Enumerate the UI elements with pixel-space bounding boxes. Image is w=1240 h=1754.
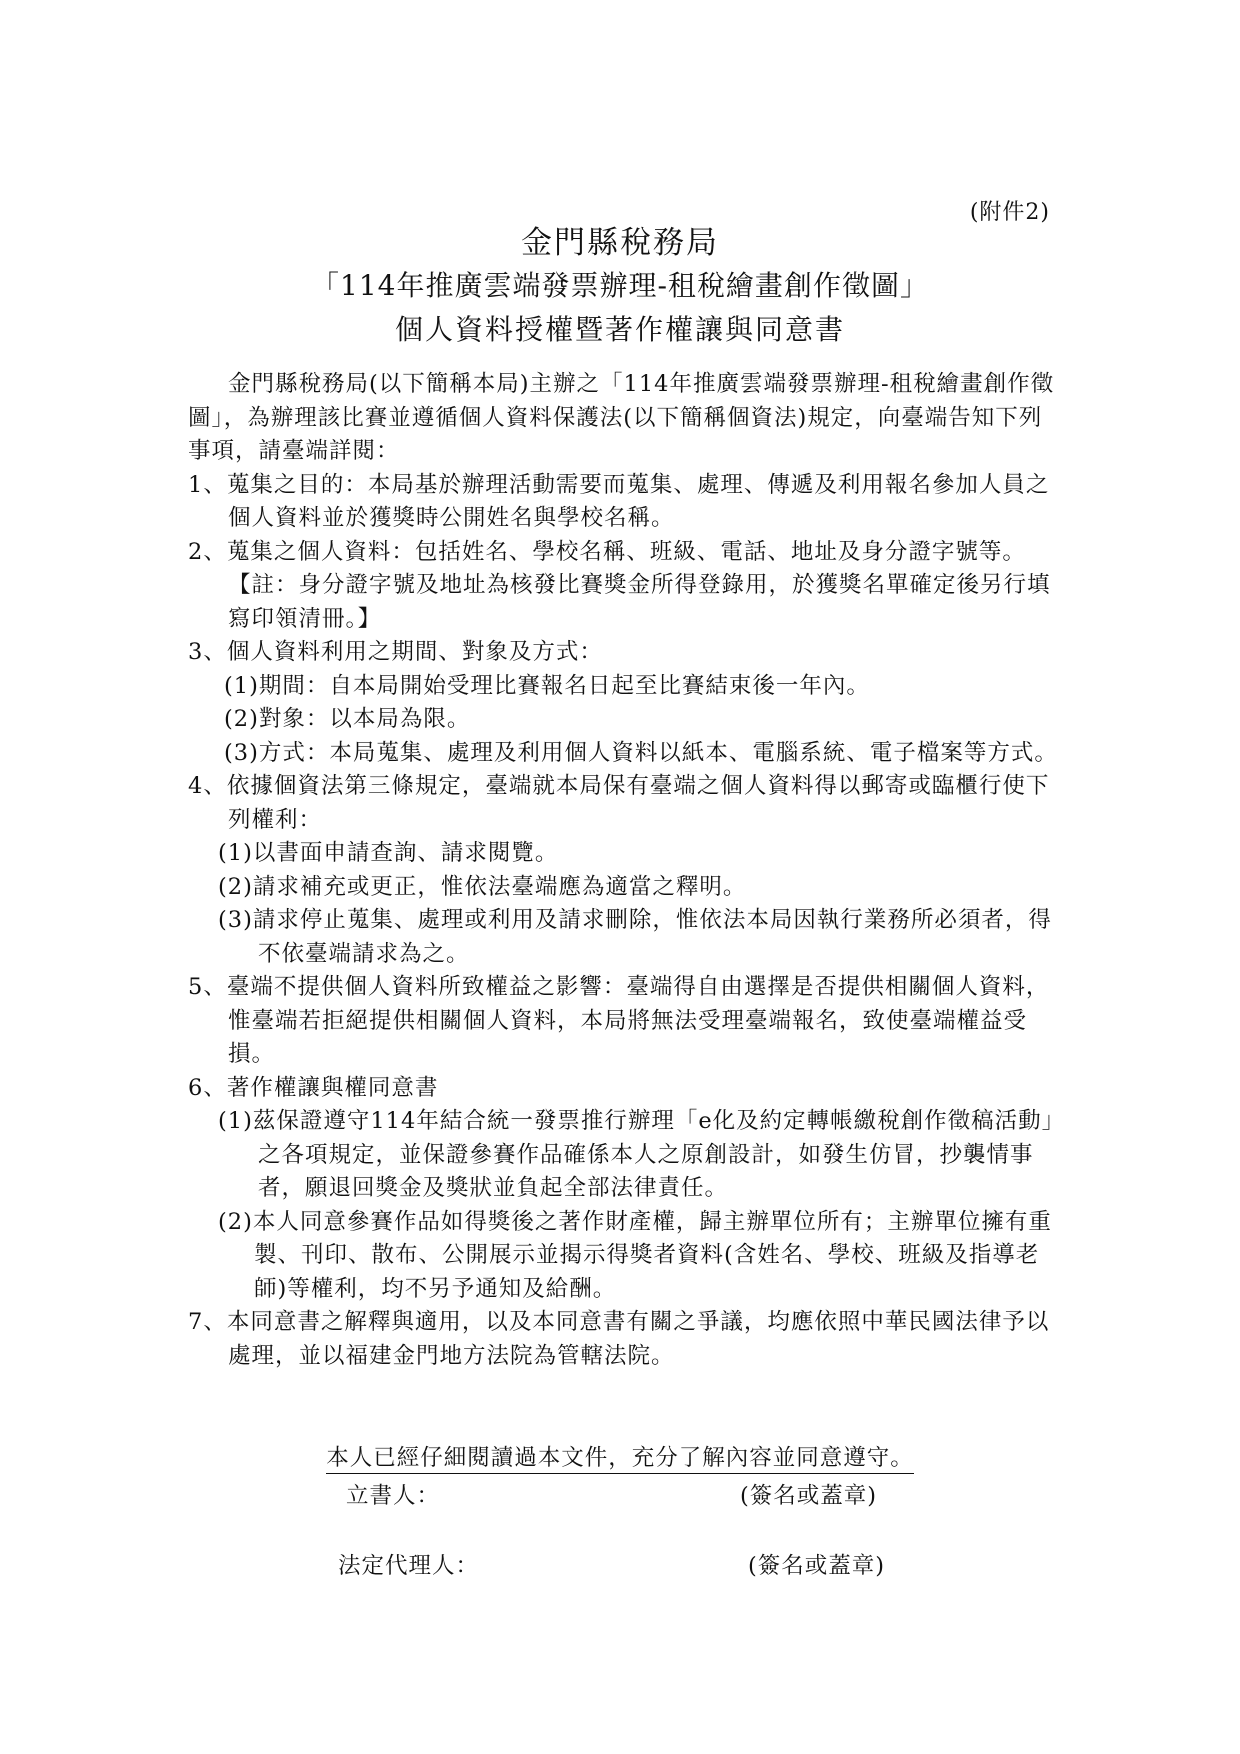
title-document: 個人資料授權暨著作權讓與同意書	[394, 313, 845, 346]
guardian-label: 法定代理人：	[338, 1553, 480, 1579]
item-3-sub-3: (3)方式：本局蒐集、處理及利用個人資料以紙本、電腦系統、電子檔案等方式。	[224, 739, 1058, 766]
agreement-text: 本人已經仔細閱讀過本文件，充分了解內容並同意遵守。	[326, 1445, 914, 1474]
title-org: 金門縣稅務局	[521, 225, 719, 261]
item-3-sub-1: (1)期間：自本局開始受理比賽報名日起至比賽結束後一年內。	[224, 672, 870, 699]
document-body	[188, 368, 1058, 1373]
signer-signature-note: (簽名或蓋章)	[740, 1483, 878, 1509]
item-4: 4、依據個資法第三條規定，臺端就本局保有臺端之個人資料得以郵寄或臨櫃行使下列權利：	[188, 773, 1050, 833]
item-6-sub-2: (2)本人同意參賽作品如得獎後之著作財產權，歸主辦單位所有；主辦單位擁有重製、刊印、散布、公開展示並揭示得獎者資料(含姓名、學校、班級及指導老師)等權利，均不另予通知及給酬。	[218, 1208, 1052, 1302]
signer-label: 立書人：	[346, 1483, 441, 1509]
item-4-sub-3: (3)請求停止蒐集、處理或利用及請求刪除，惟依法本局因執行業務所必須者，得不依臺端請求為之。	[218, 907, 1052, 967]
item-2: 2、蒐集之個人資料：包括姓名、學校名稱、班級、電話、地址及身分證字號等。【註：身分證字號及地址為核發比賽獎金所得登錄用，於獲獎名單確定後另行填寫印領清冊。】	[188, 538, 1051, 632]
item-1: 1、蒐集之目的：本局基於辦理活動需要而蒐集、處理、傳遞及利用報名參加人員之個人資料並於獲獎時公開姓名與學校名稱。	[188, 471, 1050, 531]
item-6-sub-1: (1)茲保證遵守114年結合統一發票推行辦理「e化及約定轉帳繳稅創作徵稿活動」之各項規定，並保證參賽作品確係本人之原創設計，如發生仿冒，抄襲情事者，願退回獎金及獎狀並負起全部法律責任。	[218, 1108, 1054, 1201]
item-7: 7、本同意書之解釋與適用，以及本同意書有關之爭議，均應依照中華民國法律予以處理，並以福建金門地方法院為管轄法院。	[188, 1309, 1050, 1369]
agreement-statement	[0, 1440, 1240, 1472]
item-4-sub-1: (1)以書面申請查詢、請求閱覽。	[218, 840, 559, 866]
title-event: 「114年推廣雲端發票辦理-租稅繪畫創作徵圖」	[311, 269, 929, 302]
item-5: 5、臺端不提供個人資料所致權益之影響：臺端得自由選擇是否提供相關個人資料，惟臺端若拒絕提供相關個人資料，本局將無法受理臺端報名，致使臺端權益受損。	[188, 974, 1050, 1067]
attachment-label: (附件2)	[969, 200, 1050, 225]
intro-paragraph: 金門縣稅務局(以下簡稱本局)主辦之「114年推廣雲端發票辦理-租稅繪畫創作徵圖」，為辦理該比賽並遵循個人資料保護法(以下簡稱個資法)規定，向臺端告知下列事項，請臺端詳閱：	[188, 371, 1055, 464]
item-3: 3、個人資料利用之期間、對象及方式：	[188, 639, 603, 665]
title-block	[0, 222, 1240, 352]
item-4-sub-2: (2)請求補充或更正，惟依法臺端應為適當之釋明。	[218, 873, 747, 900]
item-6: 6、著作權讓與權同意書	[188, 1074, 439, 1101]
item-3-sub-2: (2)對象：以本局為限。	[224, 706, 471, 732]
guardian-signature-note: (簽名或蓋章)	[748, 1553, 886, 1579]
